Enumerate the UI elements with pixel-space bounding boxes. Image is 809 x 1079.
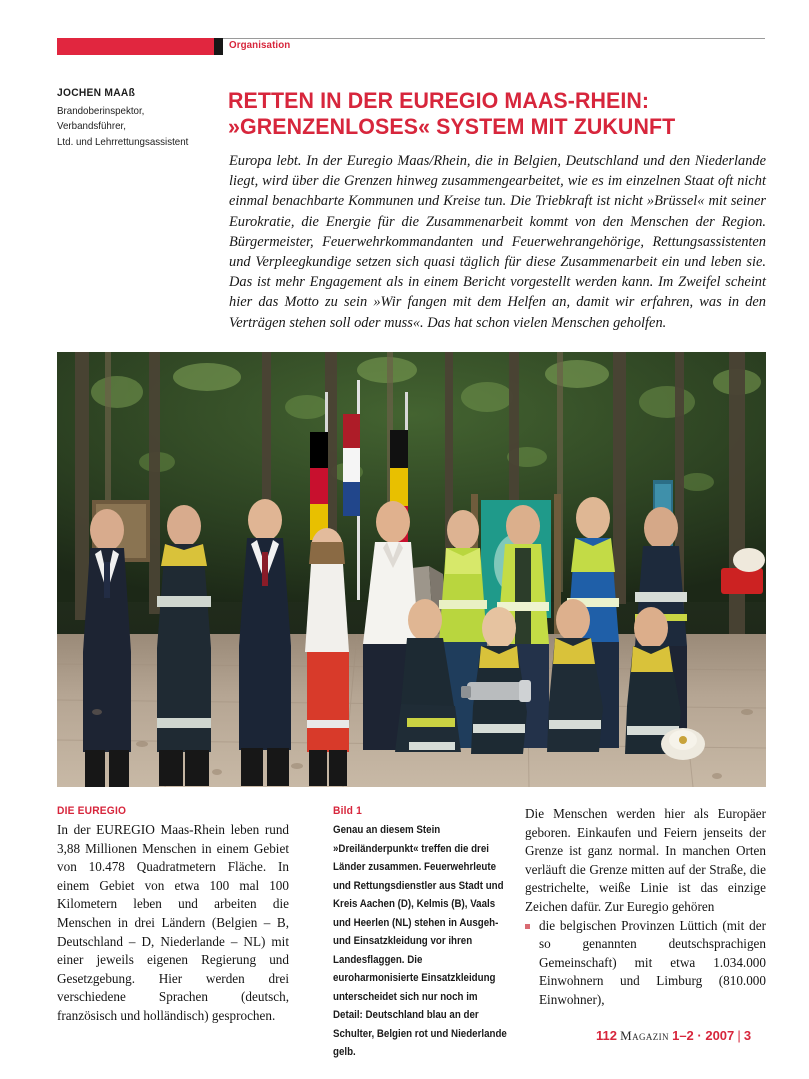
section-label: Organisation (229, 39, 291, 51)
author-byline (57, 86, 197, 150)
right-column-paragraph: Die Menschen werden hier als Europäer geboren. Einkaufen und Feiern jenseits der Grenze ist ganz normal. In manchen Orten verläuft die Grenze mitten auf der Straße, die gestrichelte, weiße Linie ist das einzige Zeichen dafür. Zur Euregio gehören (525, 806, 766, 914)
left-column-paragraph (57, 821, 289, 1026)
square-bullet-icon (525, 924, 530, 929)
column-middle-caption (333, 805, 511, 1062)
left-text-after: Maas-Rhein leben rund 3,88 Millionen Menschen in einem Gebiet von 10.478 Quadratmetern Fläche. In einem Gebiet von etwa 100 mal 100 Kilometern leben und arbeiten die Menschen in drei Ländern (Belgien – B, Deutschland – D, Niederlande – NL) mit einer jeweils eigenen Regierung und Gesetzgebung. Hier werden drei verschiedene Sprachen (deutsch, französisch und holländisch) gesprochen. (57, 822, 290, 1023)
author-name: JOCHEN MAAß (57, 87, 136, 99)
caption-text: Genau an diesem Stein »Dreiländerpunkt« treffen die drei Länder zusammen. Feuerwehrleute und Rettungsdienstler aus Stadt und Kreis Aachen (D), Kelmis (B), Vaals und Heerlen (NL) stehen in Ausgeh- und Einsatzkleidung vor ihren Landesflaggen. Die euroharmonisierte Einsatzkleidung unterscheidet sich nur noch im Detail: Deutschland blau an der Schulter, Belgien rot und Niederlande gelb. (333, 824, 507, 1058)
bullet-text: die belgischen Provinzen Lüttich (mit der so genannten deutschsprachigen Gemeinschaft) mit etwa 1.034.000 Einwohnern und Limburg (810.000 Einwohner), (539, 917, 766, 1007)
footer-page-number: 3 (743, 1028, 752, 1043)
subhead-die-euregio: DIE EUREGIO (57, 805, 127, 817)
headline-line-2: »GRENZENLOSES« SYSTEM MIT ZUKUNFT (228, 114, 676, 139)
footer-brand-word: Magazin (620, 1028, 669, 1043)
header-black-block (214, 38, 223, 55)
footer-separator: | (737, 1028, 741, 1043)
caption-label: Bild 1 (333, 805, 362, 817)
column-left (57, 805, 289, 1026)
footer-brand-number: 112 (596, 1028, 617, 1043)
author-role-2: Verbandsführer, (57, 120, 126, 132)
page-footer (596, 1028, 751, 1044)
column-right (525, 805, 766, 1010)
author-role-3: Ltd. und Lehrrettungsassistent (57, 135, 189, 148)
euregio-smallcaps: EUREGIO (96, 822, 155, 837)
left-text-before: In der (57, 822, 97, 837)
right-column-bullets (525, 917, 766, 1010)
lead-paragraph: Europa lebt. In der Euregio Maas/Rhein, die in Belgien, Deutschland und den Niederlande liegt, wird über die Grenzen hinweg zusammengearbeitet, wie es im einzelnen Staat oft nicht einmal benachbarte Kommunen und Kreise tun. Die Triebkraft ist nicht »Brüssel« mit seiner Eurokratie, die Energie für die Zusammenarbeit kommt von den Menschen der Region. Bürgermeister, Feuerwehrkommandanten und Feuerwehrangehörige, Rettungsassistenten und Verpleegkundige setzen sich quasi täglich für diese Zusammenarbeit ein und leben sie. Das ist mehr Engagement als in einem Bericht vorgestellt werden kann. Im Zweifel scheint hier das Motto zu sein »Wir fangen mit dem Helfen an, damit wir erfahren, was in den Verträgen stehen soll oder muss«. Das hat schon vielen Menschen geholfen. (229, 153, 766, 331)
article-headline (228, 88, 741, 140)
running-header (57, 38, 765, 64)
author-role-1: Brandoberinspektor, (57, 104, 145, 117)
footer-issue: 1–2 · 2007 (672, 1028, 735, 1043)
article-photo (57, 352, 766, 787)
photo-illustration (57, 352, 766, 787)
headline-line-1: RETTEN IN DER EUREGIO MAAS-RHEIN: (228, 88, 650, 113)
header-red-block (57, 38, 214, 55)
list-item (525, 917, 766, 1010)
